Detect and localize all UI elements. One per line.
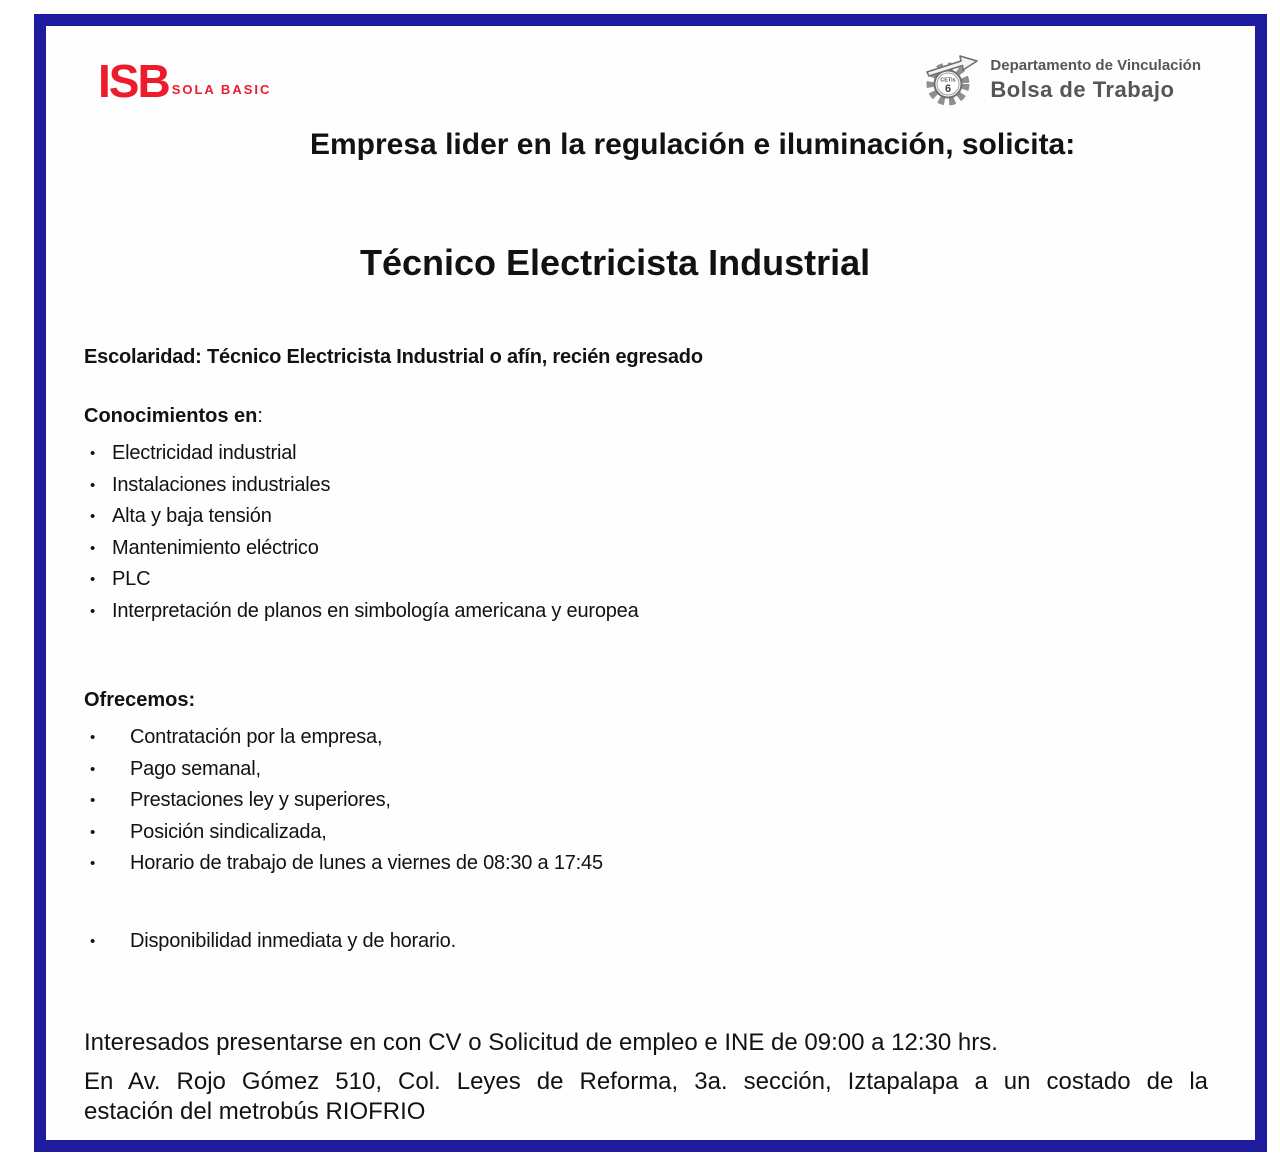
bullet-icon: • — [90, 571, 96, 589]
bullet-icon: • — [90, 602, 96, 620]
bullet-icon: • — [90, 476, 96, 494]
list-item-text: Electricidad industrial — [112, 442, 297, 465]
escolaridad-value: Técnico Electricista Industrial o afín, recién egresado — [207, 346, 703, 368]
list-item — [84, 722, 1225, 754]
department-line2: Bolsa de Trabajo — [990, 76, 1175, 102]
list-item — [84, 438, 1225, 470]
header-bar — [84, 46, 1225, 112]
escolaridad-label: Escolaridad: — [84, 346, 202, 368]
list-item-text: PLC — [112, 568, 151, 591]
bullet-icon: • — [90, 855, 96, 873]
bullet-icon: • — [90, 445, 96, 463]
conocimientos-list — [84, 438, 1225, 627]
isb-logo-text: ISB — [98, 55, 169, 107]
list-item — [84, 533, 1225, 565]
list-item-text: Pago semanal, — [130, 757, 261, 780]
document-frame — [34, 14, 1267, 1152]
conocimientos-colon: : — [257, 405, 263, 427]
list-item-text: Horario de trabajo de lunes a viernes de 08:30 a 17:45 — [130, 852, 603, 875]
bullet-icon: • — [90, 508, 96, 526]
list-item — [84, 926, 1225, 958]
flyer-content — [46, 26, 1255, 1126]
list-item — [84, 817, 1225, 849]
ofrecemos-list — [84, 722, 1225, 880]
section-conocimientos — [84, 405, 1225, 627]
footer-line1: Interesados presentarse en con CV o Solicitud de empleo e INE de 09:00 a 12:30 hrs. — [84, 1029, 998, 1056]
list-item-text: Mantenimiento eléctrico — [112, 536, 319, 559]
bullet-icon: • — [90, 729, 96, 747]
bullet-icon: • — [90, 792, 96, 810]
footer-line2: En Av. Rojo Gómez 510, Col. Leyes de Reforma, 3a. sección, Iztapalapa a un costado de la — [84, 1068, 1208, 1095]
list-item-text: Disponibilidad inmediata y de horario. — [130, 929, 456, 952]
bullet-icon: • — [90, 760, 96, 778]
list-item-text: Interpretación de planos en simbología americana y europea — [112, 599, 639, 622]
list-item — [84, 470, 1225, 502]
footer-line3: estación del metrobús RIOFRIO — [84, 1098, 426, 1125]
headline: Empresa lider en la regulación e iluminación, solicita: — [310, 128, 1076, 161]
conocimientos-heading — [84, 405, 1225, 428]
department-text — [990, 57, 1201, 103]
job-title: Técnico Electricista Industrial — [360, 242, 871, 283]
escolaridad-line — [84, 346, 1225, 369]
section-ofrecemos — [84, 689, 1225, 957]
list-item — [84, 754, 1225, 786]
list-item-text: Prestaciones ley y superiores, — [130, 789, 391, 812]
bolsa-de-trabajo-emblem — [923, 48, 1201, 112]
bullet-icon: • — [90, 932, 96, 950]
list-item — [84, 564, 1225, 596]
list-item-text: Posición sindicalizada, — [130, 820, 327, 843]
list-item — [84, 501, 1225, 533]
list-item-text: Instalaciones industriales — [112, 473, 331, 496]
ofrecemos-heading: Ofrecemos: — [84, 689, 196, 711]
disponibilidad-list — [84, 926, 1225, 958]
bullet-icon: • — [90, 539, 96, 557]
department-line1: Departamento de Vinculación — [990, 56, 1201, 74]
list-item-text: Contratación por la empresa, — [130, 726, 383, 749]
isb-sola-basic-logo — [98, 55, 272, 107]
list-item — [84, 596, 1225, 628]
list-item-text: Alta y baja tensión — [112, 505, 272, 528]
conocimientos-label: Conocimientos en — [84, 405, 258, 427]
svg-text:CETis: CETis — [940, 77, 957, 84]
list-item — [84, 785, 1225, 817]
gear-badge-number: 6 — [945, 83, 952, 95]
contact-footer — [84, 1029, 1225, 1126]
gear-arrow-icon — [923, 48, 981, 112]
list-item — [84, 848, 1225, 880]
sola-basic-logo-text: SOLA BASIC — [171, 82, 272, 97]
bullet-icon: • — [90, 823, 96, 841]
